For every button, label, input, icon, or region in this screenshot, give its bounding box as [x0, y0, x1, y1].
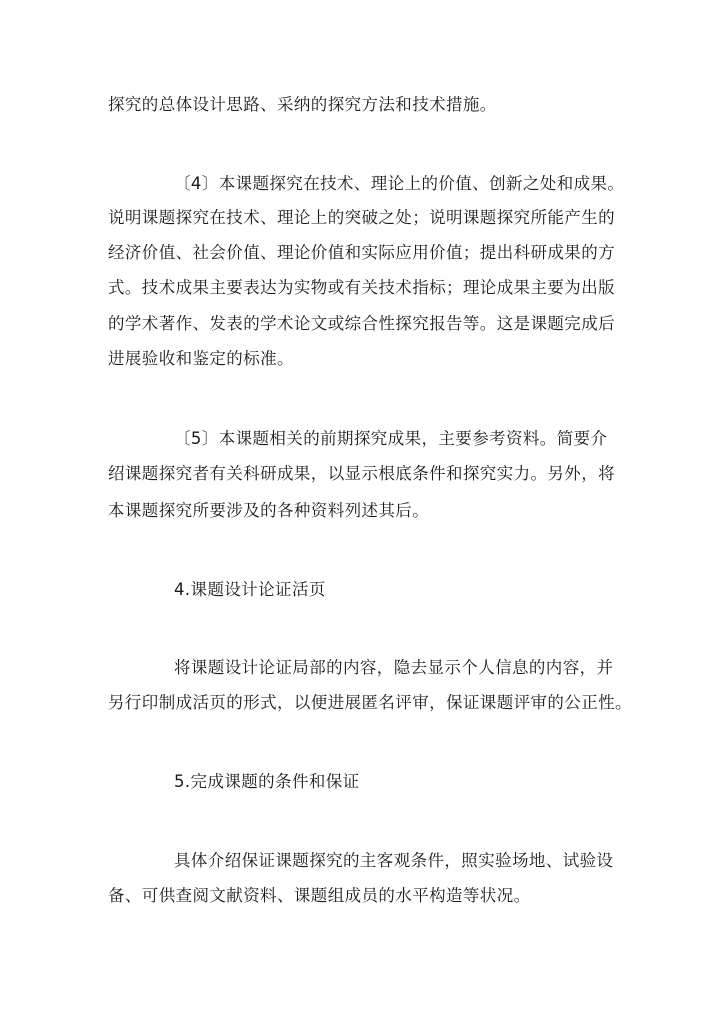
text-line: 〔4〕本课题探究在技术、理论上的价值、创新之处和成果。	[174, 174, 625, 193]
text-line: 说明课题探究在技术、理论上的突破之处；说明课题探究所能产生的	[108, 208, 615, 227]
text-line: 具体介绍保证课题探究的主客观条件，照实验场地、试验设	[174, 851, 614, 870]
section-heading: 5.完成课题的条件和保证	[174, 772, 360, 791]
text-line: 另行印制成活页的形式，以便进展匿名评审，保证课题评审的公正性。	[108, 693, 632, 712]
text-line: 备、可供查阅文献资料、课题组成员的水平构造等状况。	[108, 886, 531, 905]
text-line: 将课题设计论证局部的内容，隐去显示个人信息的内容，并	[174, 658, 614, 677]
text-line: 的学术著作、发表的学术论文或综合性探究报告等。这是课题完成后	[108, 314, 615, 333]
section-heading: 4.课题设计论证活页	[174, 580, 326, 599]
text-line: 进展验收和鉴定的标准。	[108, 349, 294, 368]
text-line: 式。技术成果主要表达为实物或有关技术指标；理论成果主要为出版	[108, 278, 615, 297]
text-line: 探究的总体设计思路、采纳的探究方法和技术措施。	[108, 95, 497, 114]
text-line: 经济价值、社会价值、理论价值和实际应用价值；提出科研成果的方	[108, 243, 615, 262]
text-line: 本课题探究所要涉及的各种资料列述其后。	[108, 501, 430, 520]
text-line: 绍课题探究者有关科研成果，以显示根底条件和探究实力。另外，将	[108, 464, 615, 483]
text-line: 〔5〕本课题相关的前期探究成果，主要参考资料。简要介	[174, 429, 608, 448]
